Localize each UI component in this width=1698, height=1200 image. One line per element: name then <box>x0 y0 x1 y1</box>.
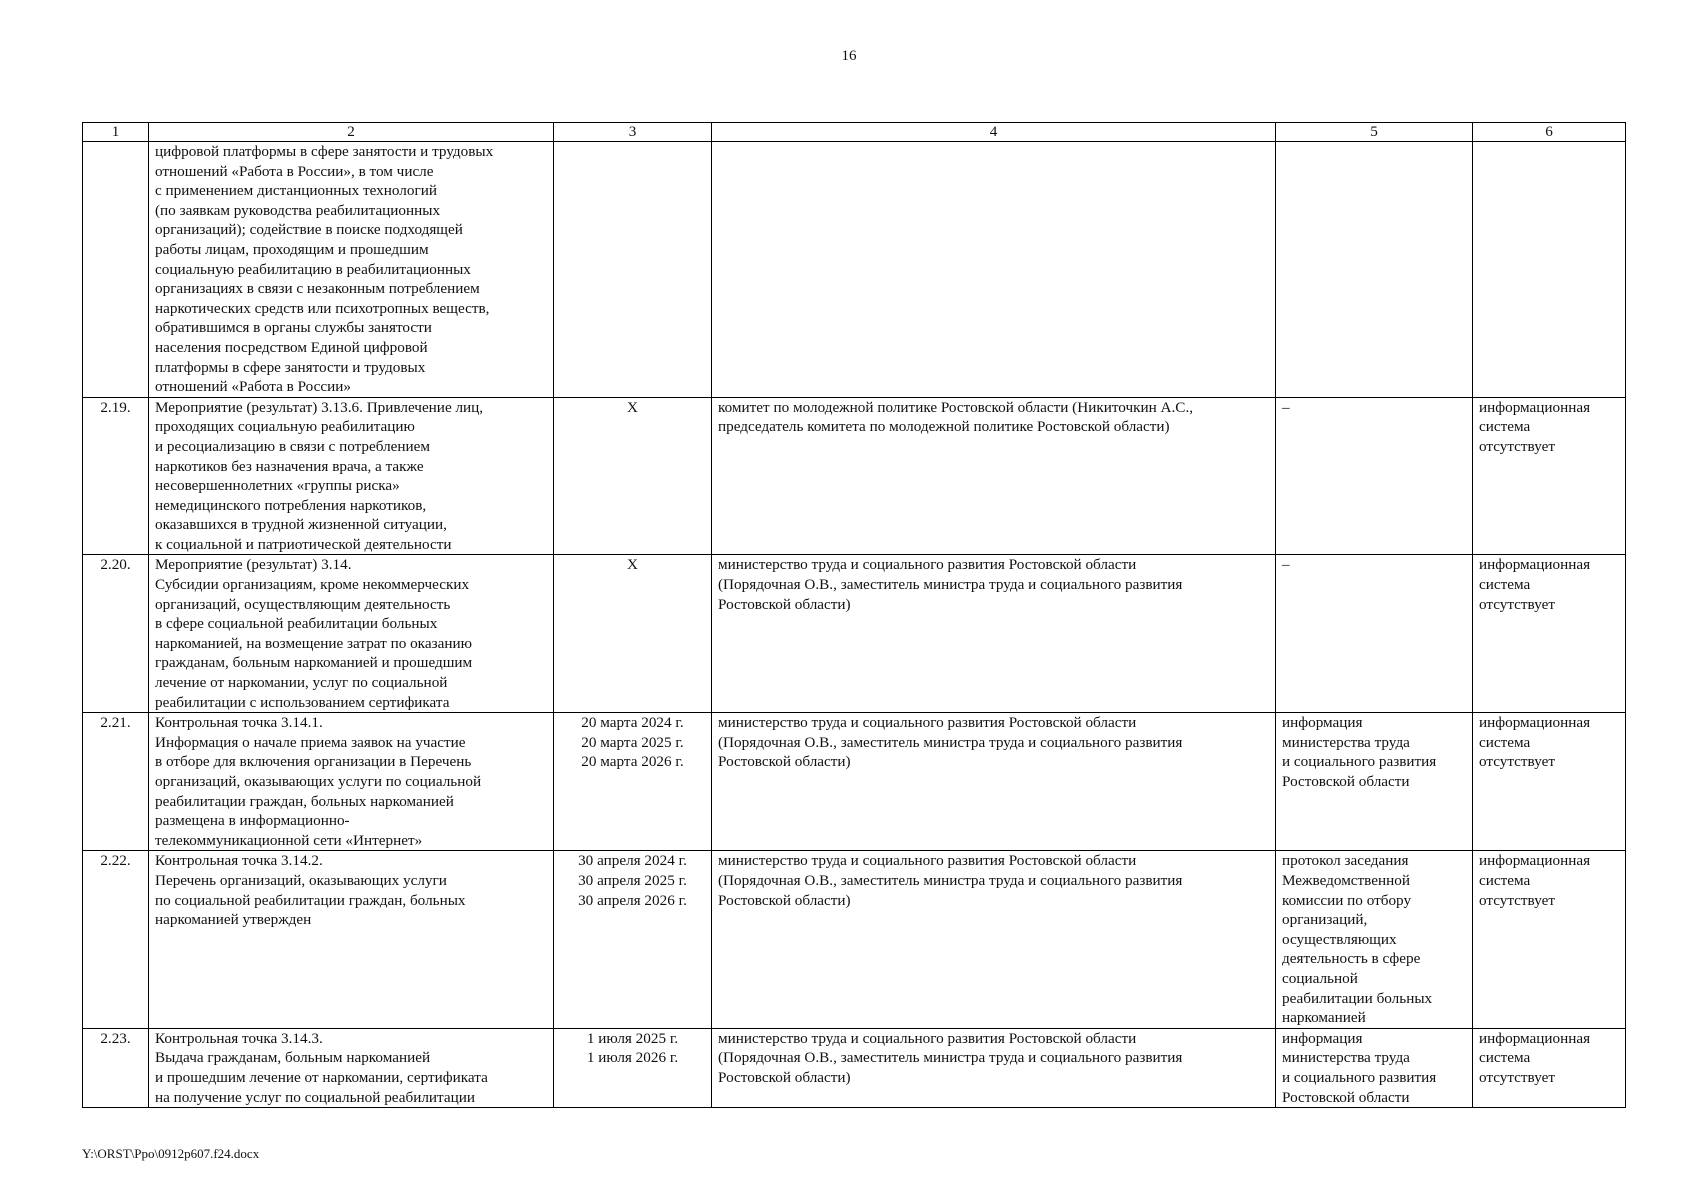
table-row <box>83 555 1626 713</box>
cell-text-line: председатель комитета по молодежной политике Ростовской области) <box>718 418 1170 436</box>
cell-text-line: 30 апреля 2025 г. <box>578 871 687 889</box>
cell-text-line: деятельность в сфере <box>1282 950 1421 968</box>
cell-text-line: реабилитации больных <box>1282 989 1433 1007</box>
row-number-cell: 2.22. <box>83 851 149 1028</box>
cell-text-line: информационная <box>1479 556 1591 574</box>
cell-text-line: 30 апреля 2024 г. <box>578 852 687 870</box>
cell-text-line: (Порядочная О.В., заместитель министра труда и социального развития <box>718 576 1183 594</box>
information-system-cell <box>1473 397 1626 555</box>
information-system-cell <box>1473 851 1626 1028</box>
cell-text-line: 1 июля 2025 г. <box>586 1029 679 1047</box>
cell-text-line: (Порядочная О.В., заместитель министра труда и социального развития <box>718 1049 1183 1067</box>
cell-text-line: – <box>1282 556 1290 574</box>
cell-text-line: министерство труда и социального развития Ростовской области <box>718 852 1137 870</box>
cell-text-line: отношений «Работа в России», в том числе <box>155 162 434 180</box>
cell-text-line: система <box>1479 576 1531 594</box>
deadline-cell <box>554 397 712 555</box>
cell-text-line: Контрольная точка 3.14.1. <box>155 714 323 732</box>
cell-text-line: Контрольная точка 3.14.3. <box>155 1029 323 1047</box>
cell-text-line: лечение от наркомании, услуг по социальной <box>155 674 448 692</box>
cell-text-line: 30 апреля 2026 г. <box>578 891 687 909</box>
cell-text-line: 1 июля 2026 г. <box>586 1049 679 1067</box>
cell-text-line: и ресоциализацию в связи с потреблением <box>155 437 431 455</box>
responsible-executor-cell <box>712 1028 1276 1107</box>
cell-text-line: Мероприятие (результат) 3.14. <box>155 556 352 574</box>
cell-text-line: гражданам, больным наркоманией и прошедшим <box>155 654 473 672</box>
confirming-document-cell <box>1276 397 1473 555</box>
file-path-footer: Y:\ORST\Ppo\0912p607.f24.docx <box>82 1146 260 1161</box>
deadline-cell <box>554 851 712 1028</box>
deadline-cell <box>554 1028 712 1107</box>
responsible-executor-cell <box>712 142 1276 398</box>
measure-description-cell <box>149 1028 554 1107</box>
cell-text-line: с применением дистанционных технологий <box>155 182 437 200</box>
cell-text-line: Информация о начале приема заявок на участие <box>155 733 466 751</box>
column-number-row <box>83 123 1626 142</box>
cell-text-line: наркотиков без назначения врача, а также <box>155 457 424 475</box>
cell-text-line: Ростовской области) <box>718 753 851 771</box>
cell-text-line: и прошедшим лечение от наркомании, сертификата <box>155 1068 488 1086</box>
row-number-cell: 2.20. <box>83 555 149 713</box>
confirming-document-cell <box>1276 142 1473 398</box>
cell-text-line: 20 марта 2025 г. <box>581 733 684 751</box>
cell-text-line: система <box>1479 733 1531 751</box>
cell-text-line: информационная <box>1479 852 1591 870</box>
cell-text-line: и социального развития <box>1282 753 1437 771</box>
cell-text-line: размещена в информационно- <box>155 812 350 830</box>
cell-text-line: (Порядочная О.В., заместитель министра труда и социального развития <box>718 871 1183 889</box>
measure-description-cell <box>149 851 554 1028</box>
cell-text-line: министерство труда и социального развития Ростовской области <box>718 556 1137 574</box>
measure-description-cell <box>149 713 554 851</box>
cell-text-line: организациях в связи с незаконным потреблением <box>155 280 480 298</box>
confirming-document-cell <box>1276 851 1473 1028</box>
cell-text-line: Ростовской области <box>1282 773 1410 790</box>
cell-text-line: и социального развития <box>1282 1068 1437 1086</box>
cell-text-line: Выдача гражданам, больным наркоманией <box>155 1049 431 1067</box>
cell-text-line: проходящих социальную реабилитацию <box>155 418 415 436</box>
measure-description-cell <box>149 397 554 555</box>
cell-text-line: отсутствует <box>1479 753 1555 771</box>
cell-text-line: комиссии по отбору <box>1282 891 1412 909</box>
column-header-2: 2 <box>149 123 554 142</box>
responsible-executor-cell <box>712 555 1276 713</box>
cell-text-line: – <box>1282 398 1290 416</box>
cell-text-line: система <box>1479 418 1531 436</box>
table-row <box>83 397 1626 555</box>
column-header-5: 5 <box>1276 123 1473 142</box>
table-row <box>83 1028 1626 1107</box>
confirming-document-cell <box>1276 555 1473 713</box>
deadline-cell <box>554 142 712 398</box>
cell-text-line: министерства труда <box>1282 733 1410 751</box>
cell-text-line: Перечень организаций, оказывающих услуги <box>155 871 447 889</box>
cell-text-line: министерство труда и социального развития Ростовской области <box>718 1029 1137 1047</box>
information-system-cell <box>1473 713 1626 851</box>
row-number-cell <box>83 142 149 398</box>
cell-text-line: наркотических средств или психотропных веществ, <box>155 299 490 317</box>
cell-text-line: X <box>627 556 638 574</box>
measures-table <box>82 122 1626 1108</box>
row-number-cell: 2.23. <box>83 1028 149 1107</box>
column-header-6: 6 <box>1473 123 1626 142</box>
cell-text-line: платформы в сфере занятости и трудовых <box>155 358 426 376</box>
cell-text-line: работы лицам, проходящим и прошедшим <box>155 240 429 258</box>
responsible-executor-cell <box>712 713 1276 851</box>
cell-text-line: населения посредством Единой цифровой <box>155 338 428 356</box>
confirming-document-cell <box>1276 1028 1473 1107</box>
cell-text-line: в отборе для включения организации в Перечень <box>155 753 472 771</box>
cell-text-line: к социальной и патриотической деятельности <box>155 535 452 553</box>
column-header-1: 1 <box>83 123 149 142</box>
cell-text-line: отсутствует <box>1479 1068 1555 1086</box>
cell-text-line: на получение услуг по социальной реабилитации <box>155 1088 475 1106</box>
deadline-cell <box>554 555 712 713</box>
cell-text-line: X <box>627 398 638 416</box>
cell-text-line: организаций); содействие в поиске подходящей <box>155 221 463 239</box>
responsible-executor-cell <box>712 851 1276 1028</box>
cell-text-line: телекоммуникационной сети «Интернет» <box>155 831 423 849</box>
cell-text-line: наркоманией, на возмещение затрат по оказанию <box>155 634 472 652</box>
cell-text-line: наркоманией утвержден <box>155 911 312 929</box>
cell-text-line: организаций, осуществляющим деятельность <box>155 595 451 613</box>
cell-text-line: социальную реабилитацию в реабилитационных <box>155 260 471 278</box>
row-number-cell: 2.21. <box>83 713 149 851</box>
cell-text-line: Межведомственной <box>1282 871 1410 889</box>
information-system-cell <box>1473 555 1626 713</box>
cell-text-line: организаций, оказывающих услуги по социальной <box>155 773 482 790</box>
cell-text-line: протокол заседания <box>1282 852 1409 870</box>
cell-text-line: информационная <box>1479 714 1591 732</box>
cell-text-line: наркоманией <box>1282 1009 1366 1027</box>
information-system-cell <box>1473 142 1626 398</box>
cell-text-line: реабилитации граждан, больных наркоманией <box>155 792 454 810</box>
cell-text-line: в сфере социальной реабилитации больных <box>155 615 438 633</box>
cell-text-line: система <box>1479 1049 1531 1067</box>
column-header-4: 4 <box>712 123 1276 142</box>
cell-text-line: (Порядочная О.В., заместитель министра труда и социального развития <box>718 733 1183 751</box>
table-body <box>83 142 1626 1108</box>
page-number: 16 <box>841 48 857 64</box>
measure-description-cell <box>149 555 554 713</box>
cell-text-line: Ростовской области <box>1282 1088 1410 1106</box>
cell-text-line: отношений «Работа в России» <box>155 378 351 396</box>
cell-text-line: информационная <box>1479 1029 1591 1047</box>
cell-text-line: Ростовской области) <box>718 891 851 909</box>
cell-text-line: социальной <box>1282 969 1358 987</box>
cell-text-line: комитет по молодежной политике Ростовской области (Никиточкин А.С., <box>718 398 1194 416</box>
cell-text-line: Мероприятие (результат) 3.13.6. Привлечение лиц, <box>155 398 484 416</box>
cell-text-line: отсутствует <box>1479 891 1555 909</box>
cell-text-line: система <box>1479 871 1531 889</box>
cell-text-line: 20 марта 2026 г. <box>581 753 684 771</box>
cell-text-line: Субсидии организациям, кроме некоммерческих <box>155 576 470 594</box>
cell-text-line: осуществляющих <box>1282 930 1397 948</box>
cell-text-line: отсутствует <box>1479 595 1555 613</box>
cell-text-line: Контрольная точка 3.14.2. <box>155 852 323 870</box>
cell-text-line: (по заявкам руководства реабилитационных <box>155 201 441 219</box>
deadline-cell <box>554 713 712 851</box>
cell-text-line: организаций, <box>1282 911 1368 929</box>
responsible-executor-cell <box>712 397 1276 555</box>
cell-text-line: информация <box>1282 714 1363 732</box>
table-row <box>83 851 1626 1028</box>
table-row <box>83 142 1626 398</box>
cell-text-line: обратившимся в органы службы занятости <box>155 319 432 337</box>
cell-text-line: оказавшихся в трудной жизненной ситуации, <box>155 516 447 534</box>
table-row <box>83 713 1626 851</box>
cell-text-line: Ростовской области) <box>718 1068 851 1086</box>
row-number-cell: 2.19. <box>83 397 149 555</box>
cell-text-line: реабилитации с использованием сертификата <box>155 693 450 711</box>
cell-text-line: немедицинского потребления наркотиков, <box>155 496 427 514</box>
cell-text-line: цифровой платформы в сфере занятости и трудовых <box>155 143 494 160</box>
cell-text-line: несовершеннолетних «группы риска» <box>155 477 400 495</box>
cell-text-line: министерства труда <box>1282 1049 1410 1067</box>
cell-text-line: 20 марта 2024 г. <box>581 714 684 732</box>
confirming-document-cell <box>1276 713 1473 851</box>
cell-text-line: информационная <box>1479 398 1591 416</box>
cell-text-line: по социальной реабилитации граждан, больных <box>155 891 466 909</box>
cell-text-line: министерство труда и социального развития Ростовской области <box>718 714 1137 732</box>
cell-text-line: Ростовской области) <box>718 595 851 613</box>
measure-description-cell <box>149 142 554 398</box>
information-system-cell <box>1473 1028 1626 1107</box>
cell-text-line: информация <box>1282 1029 1363 1047</box>
cell-text-line: отсутствует <box>1479 437 1555 455</box>
column-header-3: 3 <box>554 123 712 142</box>
